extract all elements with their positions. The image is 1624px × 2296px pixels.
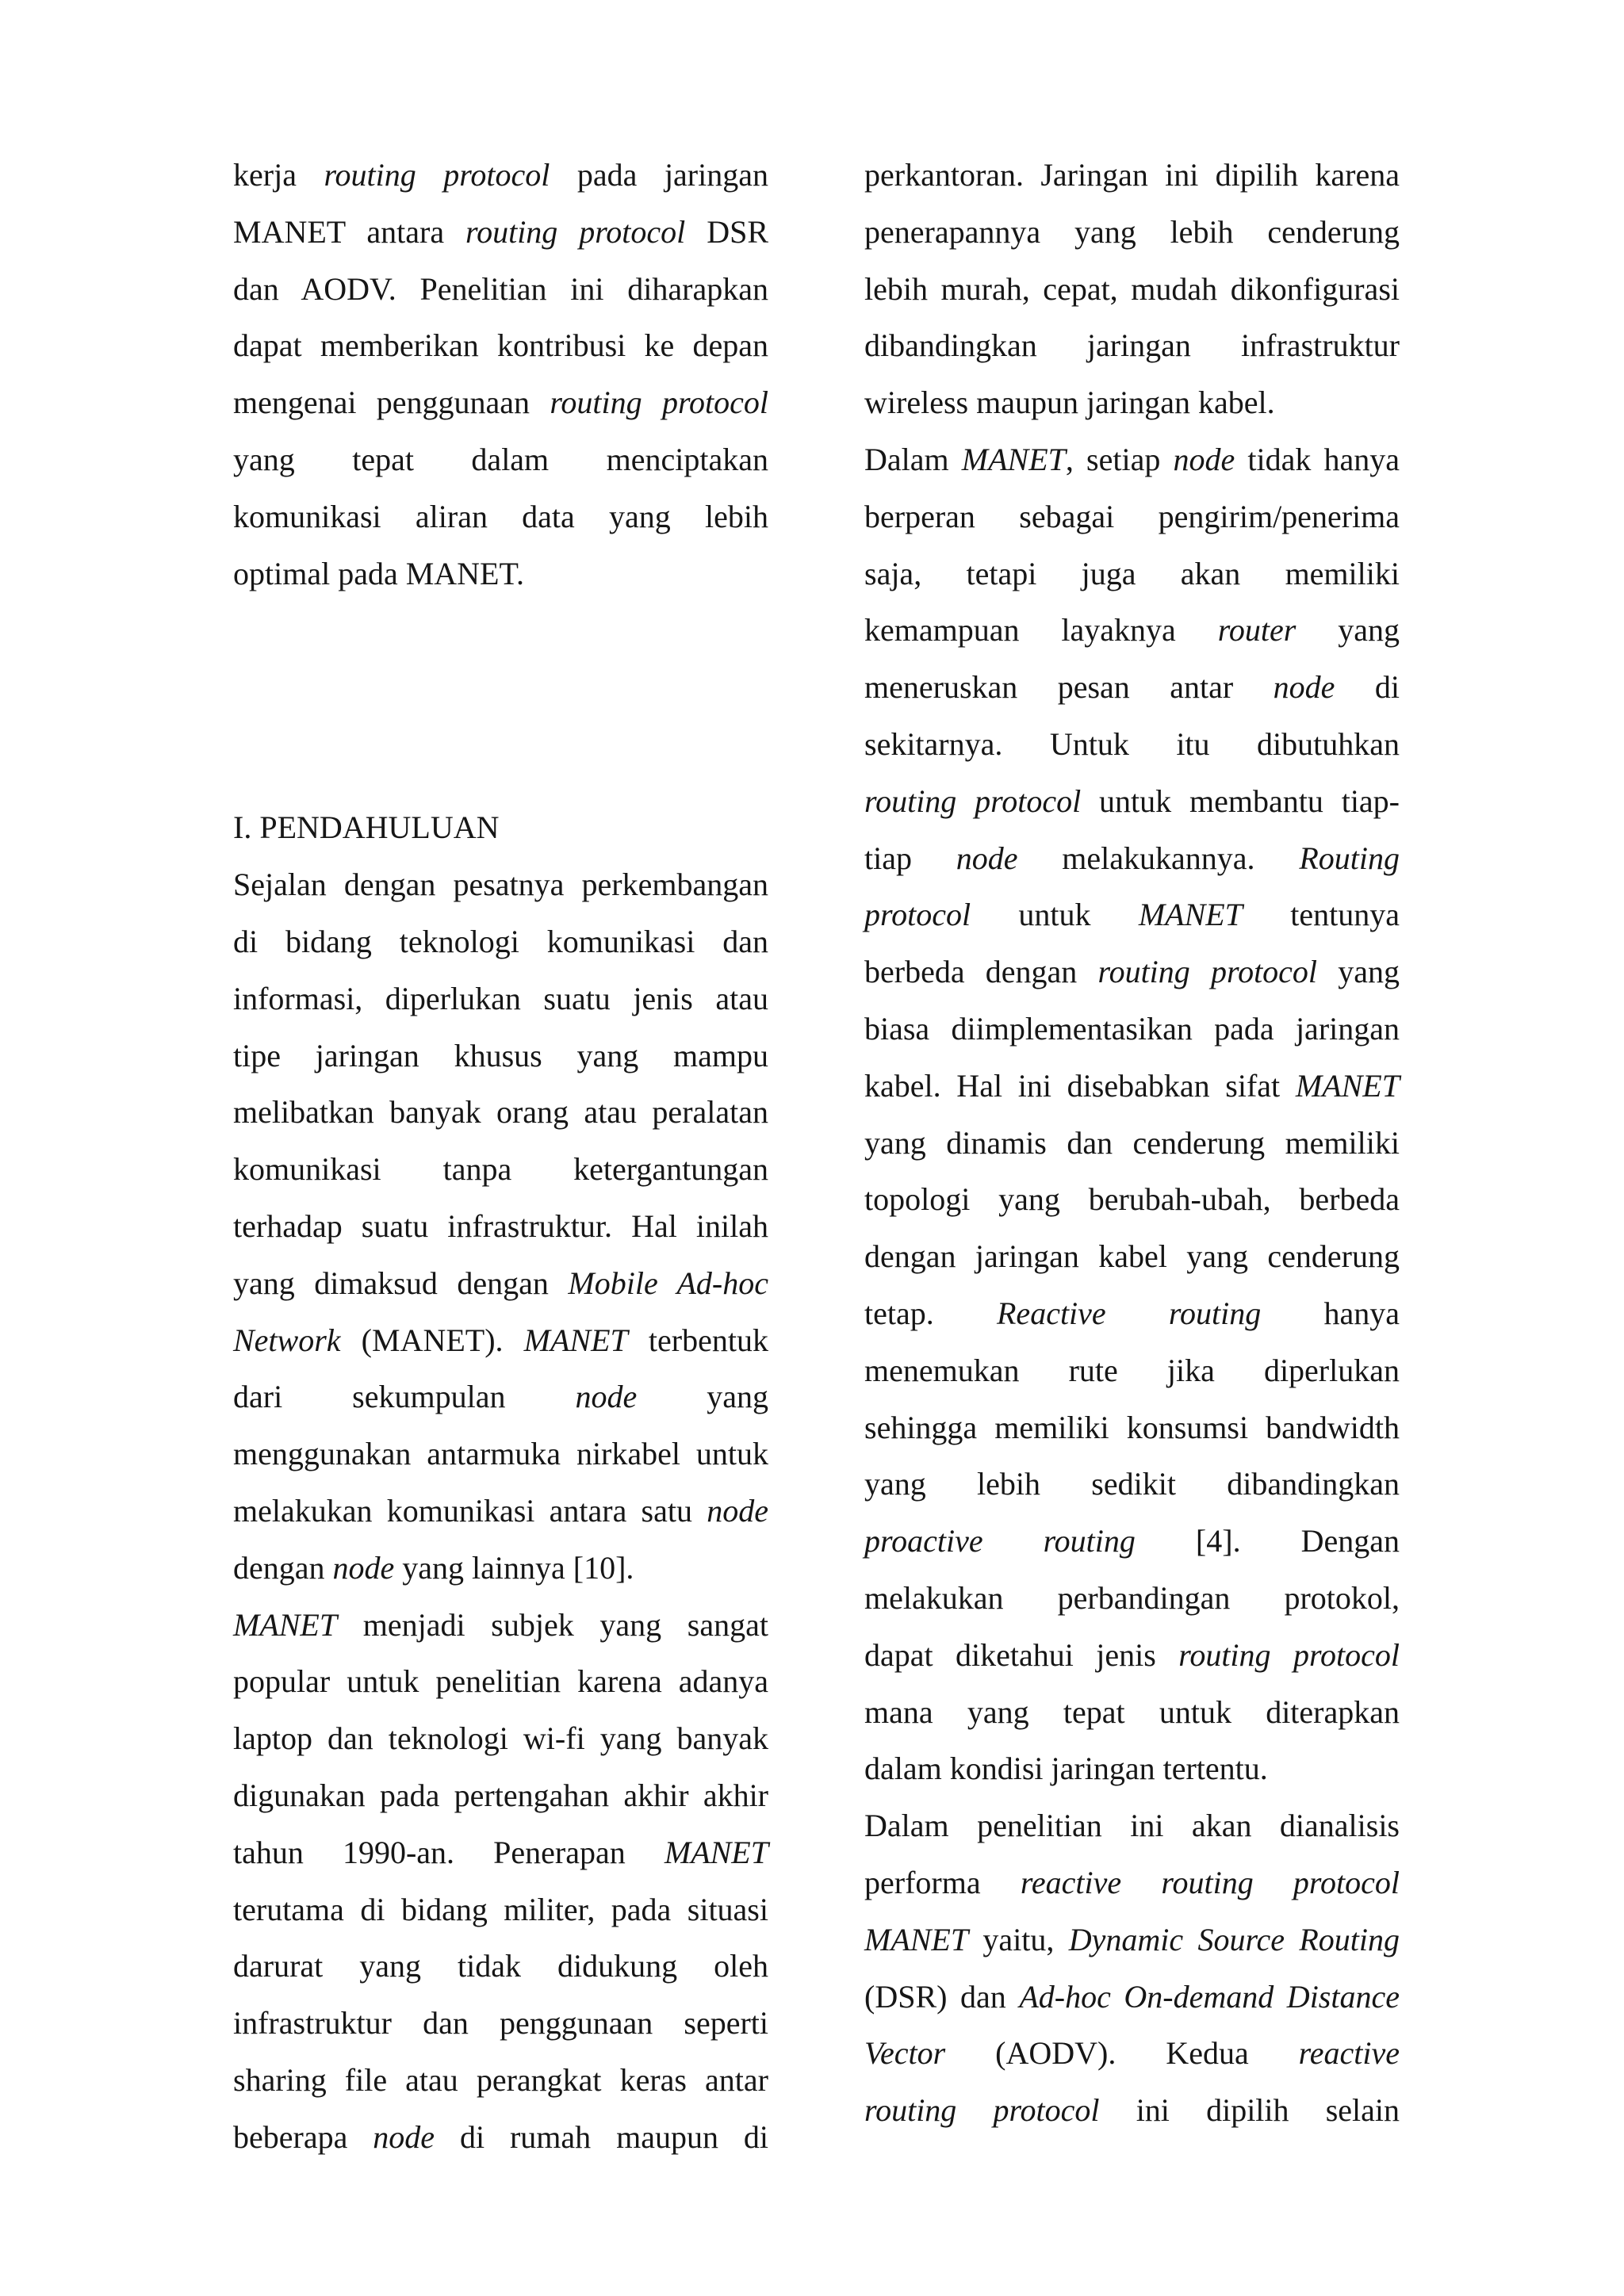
text-run: tentunya	[1242, 897, 1400, 932]
text-run: komunikasi aliran data yang lebih	[233, 499, 768, 534]
text-run: mengenai penggunaan	[233, 385, 550, 420]
text-line	[864, 551, 1400, 597]
italic-term: routing protocol	[1097, 954, 1318, 989]
text-run: dengan	[233, 1550, 333, 1586]
text-run: tiap	[864, 840, 956, 876]
text-run: laptop dan teknologi wi-fi yang banyak	[233, 1720, 768, 1756]
text-line	[864, 836, 1400, 882]
text-run: yang	[1317, 954, 1400, 989]
text-run: (MANET).	[340, 1322, 524, 1358]
text-line	[233, 437, 768, 483]
text-run: yang lainnya [10].	[394, 1550, 634, 1586]
italic-term: routing protocol	[465, 214, 686, 250]
italic-term: node	[575, 1379, 638, 1414]
text-run: kerja	[233, 157, 324, 193]
text-line	[233, 2000, 768, 2046]
text-line	[233, 2057, 768, 2103]
text-run: optimal pada MANET.	[233, 556, 524, 591]
section-heading	[233, 805, 768, 851]
text-run: menjadi subjek yang sangat	[337, 1607, 768, 1643]
italic-term: node	[707, 1493, 768, 1529]
text-run: yang lebih sedikit dibandingkan	[864, 1466, 1400, 1502]
text-run: infrastruktur dan penggunaan seperti	[233, 2005, 768, 2041]
text-run: mana yang tepat untuk diterapkan	[864, 1694, 1400, 1730]
italic-term: MANET	[961, 442, 1066, 477]
italic-term: Reactive routing	[997, 1295, 1262, 1331]
text-line	[864, 2030, 1400, 2076]
italic-term: routing protocol	[1178, 1637, 1400, 1673]
text-run: terutama di bidang militer, pada situasi	[233, 1892, 768, 1927]
text-run: di bidang teknologi komunikasi dan	[233, 924, 768, 959]
text-run: untuk	[971, 897, 1139, 932]
text-line	[864, 721, 1400, 767]
text-run: dapat diketahui jenis	[864, 1637, 1179, 1673]
text-line	[864, 152, 1400, 198]
text-run: pada jaringan	[550, 157, 768, 193]
text-line	[864, 437, 1400, 483]
text-line	[233, 1033, 768, 1079]
italic-term: routing protocol	[864, 783, 1082, 819]
text-run: berperan sebagai pengirim/penerima	[864, 499, 1400, 534]
text-line	[864, 1120, 1400, 1166]
italic-term: MANET	[523, 1322, 628, 1358]
text-line	[864, 1461, 1400, 1507]
text-run: yang dinamis dan cenderung memiliki	[864, 1125, 1400, 1161]
text-line	[864, 1974, 1400, 2020]
text-run: menggunakan antarmuka nirkabel untuk	[233, 1436, 768, 1471]
italic-term: proactive routing	[864, 1523, 1136, 1559]
text-line	[233, 209, 768, 255]
text-run: beberapa	[233, 2119, 373, 2155]
text-line	[233, 919, 768, 965]
text-line	[233, 1716, 768, 1762]
italic-term: MANET	[233, 1607, 338, 1643]
text-run: perkantoran. Jaringan ini dipilih karena	[864, 157, 1400, 193]
text-run: dibandingkan jaringan infrastruktur	[864, 327, 1400, 363]
text-run: biasa diimplementasikan pada jaringan	[864, 1011, 1400, 1047]
text-run: dan AODV. Penelitian ini diharapkan	[233, 271, 768, 307]
text-run: DSR	[685, 214, 768, 250]
text-run: [4]. Dengan	[1135, 1523, 1400, 1559]
text-line	[864, 1575, 1400, 1621]
text-line	[864, 1860, 1400, 1906]
text-line	[864, 779, 1400, 825]
italic-term: routing protocol	[324, 157, 550, 193]
text-run: topologi yang berubah-ubah, berbeda	[864, 1181, 1400, 1217]
text-line	[864, 892, 1400, 938]
text-run: kemampuan layaknya	[864, 612, 1218, 648]
text-run: saja, tetapi juga akan memiliki	[864, 556, 1400, 591]
text-line	[233, 976, 768, 1022]
italic-term: node	[956, 840, 1018, 876]
italic-term: protocol	[864, 897, 971, 932]
italic-term: node	[1173, 442, 1235, 477]
text-run: Sejalan dengan pesatnya perkembangan	[233, 867, 768, 902]
italic-term: routing protocol	[864, 2092, 1100, 2128]
text-line	[233, 1318, 768, 1364]
text-line	[233, 380, 768, 426]
text-line	[233, 1374, 768, 1420]
text-line	[233, 1773, 768, 1819]
text-run: sehingga memiliki konsumsi bandwidth	[864, 1410, 1400, 1445]
italic-term: node	[1273, 669, 1335, 705]
text-run: melibatkan banyak orang atau peralatan	[233, 1094, 768, 1130]
text-run: dengan jaringan kabel yang cenderung	[864, 1238, 1400, 1274]
text-run: , setiap	[1065, 442, 1174, 477]
text-line	[233, 1887, 768, 1933]
text-run: Dalam penelitian ini akan dianalisis	[864, 1808, 1400, 1843]
text-run: yang	[637, 1379, 768, 1414]
text-line	[864, 1518, 1400, 1564]
text-run: Dalam	[864, 442, 962, 477]
text-line	[864, 664, 1400, 710]
text-line	[233, 152, 768, 198]
text-line	[864, 1177, 1400, 1223]
text-run: melakukan perbandingan protokol,	[864, 1580, 1400, 1616]
text-run: dalam kondisi jaringan tertentu.	[864, 1751, 1268, 1786]
text-run: dari sekumpulan	[233, 1379, 576, 1414]
text-run: performa	[864, 1865, 1021, 1900]
text-line	[864, 209, 1400, 255]
text-line	[233, 1431, 768, 1477]
text-run: terhadap suatu infrastruktur. Hal inilah	[233, 1208, 768, 1244]
text-line	[233, 1659, 768, 1705]
text-line	[233, 1203, 768, 1249]
text-run: tidak hanya	[1235, 442, 1400, 477]
italic-term: Ad-hoc On-demand Distance	[1019, 1979, 1400, 2015]
text-line	[233, 862, 768, 908]
italic-term: Mobile Ad-hoc	[568, 1265, 768, 1301]
text-run: melakukan komunikasi antara satu	[233, 1493, 707, 1529]
text-run: terbentuk	[627, 1322, 768, 1358]
text-line	[864, 266, 1400, 312]
text-run: berbeda dengan	[864, 954, 1098, 989]
text-run: (DSR) dan	[864, 1979, 1020, 2015]
italic-term: Routing	[1299, 840, 1400, 876]
text-run: yang tepat dalam menciptakan	[233, 442, 768, 477]
text-run: untuk membantu tiap-	[1081, 783, 1400, 819]
italic-term: Dynamic Source Routing	[1068, 1922, 1400, 1957]
left-column	[233, 0, 768, 2296]
text-line	[233, 1830, 768, 1876]
text-line	[864, 1006, 1400, 1052]
text-line	[864, 1405, 1400, 1451]
text-line	[864, 1689, 1400, 1735]
text-run: MANET antara	[233, 214, 465, 250]
text-run: di	[1335, 669, 1400, 705]
text-line	[864, 1063, 1400, 1109]
text-run: di rumah maupun di	[435, 2119, 768, 2155]
text-line	[864, 1917, 1400, 1963]
text-run: penerapannya yang lebih cenderung	[864, 214, 1400, 250]
text-run: (AODV). Kedua	[945, 2035, 1299, 2071]
text-line	[233, 266, 768, 312]
text-line	[233, 1146, 768, 1192]
text-run: dapat memberikan kontribusi ke depan	[233, 327, 768, 363]
text-run: kabel. Hal ini disebabkan sifat	[864, 1068, 1296, 1104]
text-line	[233, 1545, 768, 1591]
text-line	[233, 1089, 768, 1135]
text-run: darurat yang tidak didukung oleh	[233, 1948, 768, 1984]
text-run: popular untuk penelitian karena adanya	[233, 1663, 768, 1699]
text-line	[864, 1291, 1400, 1337]
text-run: komunikasi tanpa ketergantungan	[233, 1151, 768, 1187]
italic-term: MANET	[664, 1835, 768, 1870]
text-line	[864, 949, 1400, 995]
text-line	[233, 494, 768, 540]
text-line	[233, 1602, 768, 1648]
text-line	[233, 2114, 768, 2160]
text-line	[233, 323, 768, 369]
text-line	[233, 551, 768, 597]
text-run: yaitu,	[968, 1922, 1069, 1957]
text-run: melakukannya.	[1017, 840, 1300, 876]
text-run: sekitarnya. Untuk itu dibutuhkan	[864, 726, 1400, 762]
italic-term: MANET	[864, 1922, 969, 1957]
text-line	[233, 1488, 768, 1534]
text-line	[864, 1632, 1400, 1678]
text-run: ini dipilih selain	[1099, 2092, 1400, 2128]
text-run: lebih murah, cepat, mudah dikonfigurasi	[864, 271, 1400, 307]
italic-term: router	[1217, 612, 1297, 648]
text-line	[864, 323, 1400, 369]
text-run: hanya	[1261, 1295, 1400, 1331]
italic-term: MANET	[1138, 897, 1243, 932]
text-line	[864, 380, 1400, 426]
text-run: yang	[1296, 612, 1400, 648]
right-column	[864, 0, 1400, 2296]
text-run: sharing file atau perangkat keras antar	[233, 2062, 768, 2098]
text-line	[864, 1234, 1400, 1280]
italic-term: routing protocol	[550, 385, 769, 420]
text-run: tahun 1990-an. Penerapan	[233, 1835, 665, 1870]
text-run: I. PENDAHULUAN	[233, 809, 500, 845]
text-line	[864, 1348, 1400, 1394]
italic-term: MANET	[1295, 1068, 1400, 1104]
text-line	[233, 1261, 768, 1307]
italic-term: reactive routing protocol	[1020, 1865, 1400, 1900]
italic-term: node	[373, 2119, 435, 2155]
text-line	[864, 1803, 1400, 1849]
text-run: meneruskan pesan antar	[864, 669, 1274, 705]
text-line	[864, 607, 1400, 653]
text-run: digunakan pada pertengahan akhir akhir	[233, 1777, 768, 1813]
text-line	[864, 494, 1400, 540]
italic-term: reactive	[1298, 2035, 1400, 2071]
text-run: wireless maupun jaringan kabel.	[864, 385, 1275, 420]
italic-term: Network	[233, 1322, 341, 1358]
text-run: tetap.	[864, 1295, 997, 1331]
italic-term: Vector	[864, 2035, 946, 2071]
text-line	[864, 2087, 1400, 2133]
italic-term: node	[332, 1550, 395, 1586]
text-run: informasi, diperlukan suatu jenis atau	[233, 981, 768, 1016]
text-line	[864, 1746, 1400, 1792]
text-run: tipe jaringan khusus yang mampu	[233, 1038, 768, 1073]
text-run: menemukan rute jika diperlukan	[864, 1353, 1400, 1388]
text-line	[233, 1943, 768, 1989]
text-run: yang dimaksud dengan	[233, 1265, 569, 1301]
